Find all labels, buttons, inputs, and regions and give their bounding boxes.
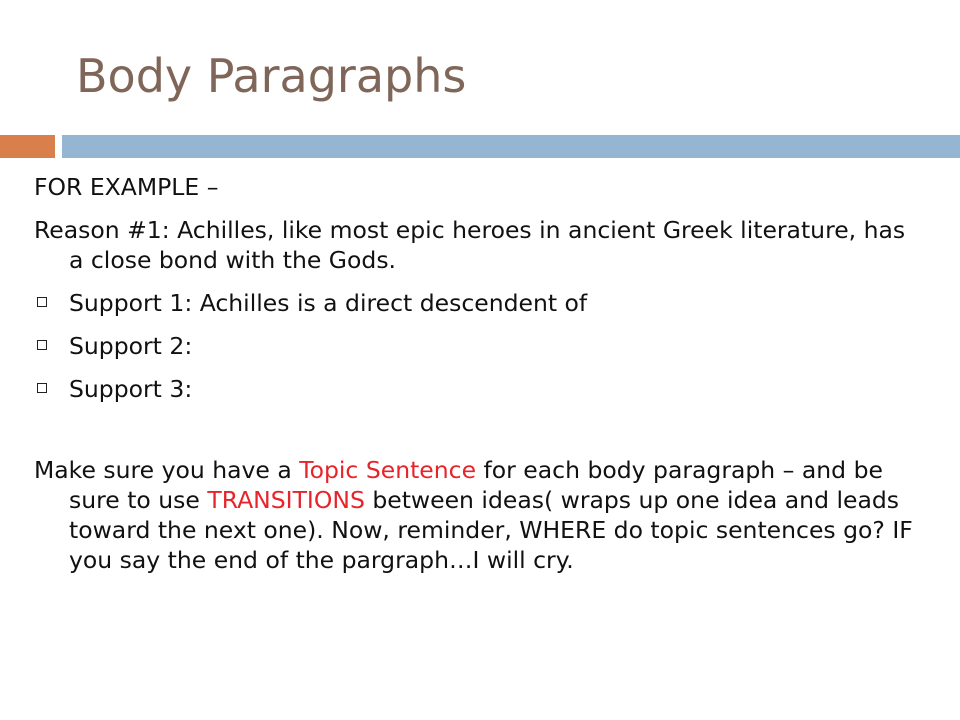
square-bullet-icon: [37, 297, 47, 307]
support-item-label: Support 2:: [69, 332, 193, 360]
square-bullet-icon: [37, 383, 47, 393]
support-item-label: Support 3:: [69, 375, 193, 403]
accent-bar-blue: [62, 135, 960, 158]
closing-paragraph: [34, 455, 914, 575]
transitions-highlight: TRANSITIONS: [207, 486, 365, 514]
support-item-1: [34, 288, 914, 318]
spacer: [34, 417, 914, 455]
support-item-3: [34, 374, 914, 404]
accent-bar-orange: [0, 135, 55, 158]
closing-text-part2: for each body paragraph – and be sure to use: [69, 456, 883, 514]
closing-text-part3: between ideas( wraps up one idea and leads toward the next one). Now, reminder, WHERE do topic sentences go? IF you say the end of the pargraph…I will cry.: [69, 486, 913, 574]
topic-sentence-highlight: Topic Sentence: [299, 456, 477, 484]
support-item-label: Support 1: Achilles is a direct descendent of: [69, 289, 588, 317]
closing-text-part1: Make sure you have a: [34, 456, 300, 484]
reason-text: Reason #1: Achilles, like most epic heroes in ancient Greek literature, has a close bond with the Gods.: [34, 216, 906, 274]
slide-title: Body Paragraphs: [76, 49, 467, 103]
slide-body: [34, 172, 914, 588]
example-heading: FOR EXAMPLE –: [34, 173, 219, 201]
support-item-2: [34, 331, 914, 361]
support-list: [34, 288, 914, 404]
square-bullet-icon: [37, 340, 47, 350]
